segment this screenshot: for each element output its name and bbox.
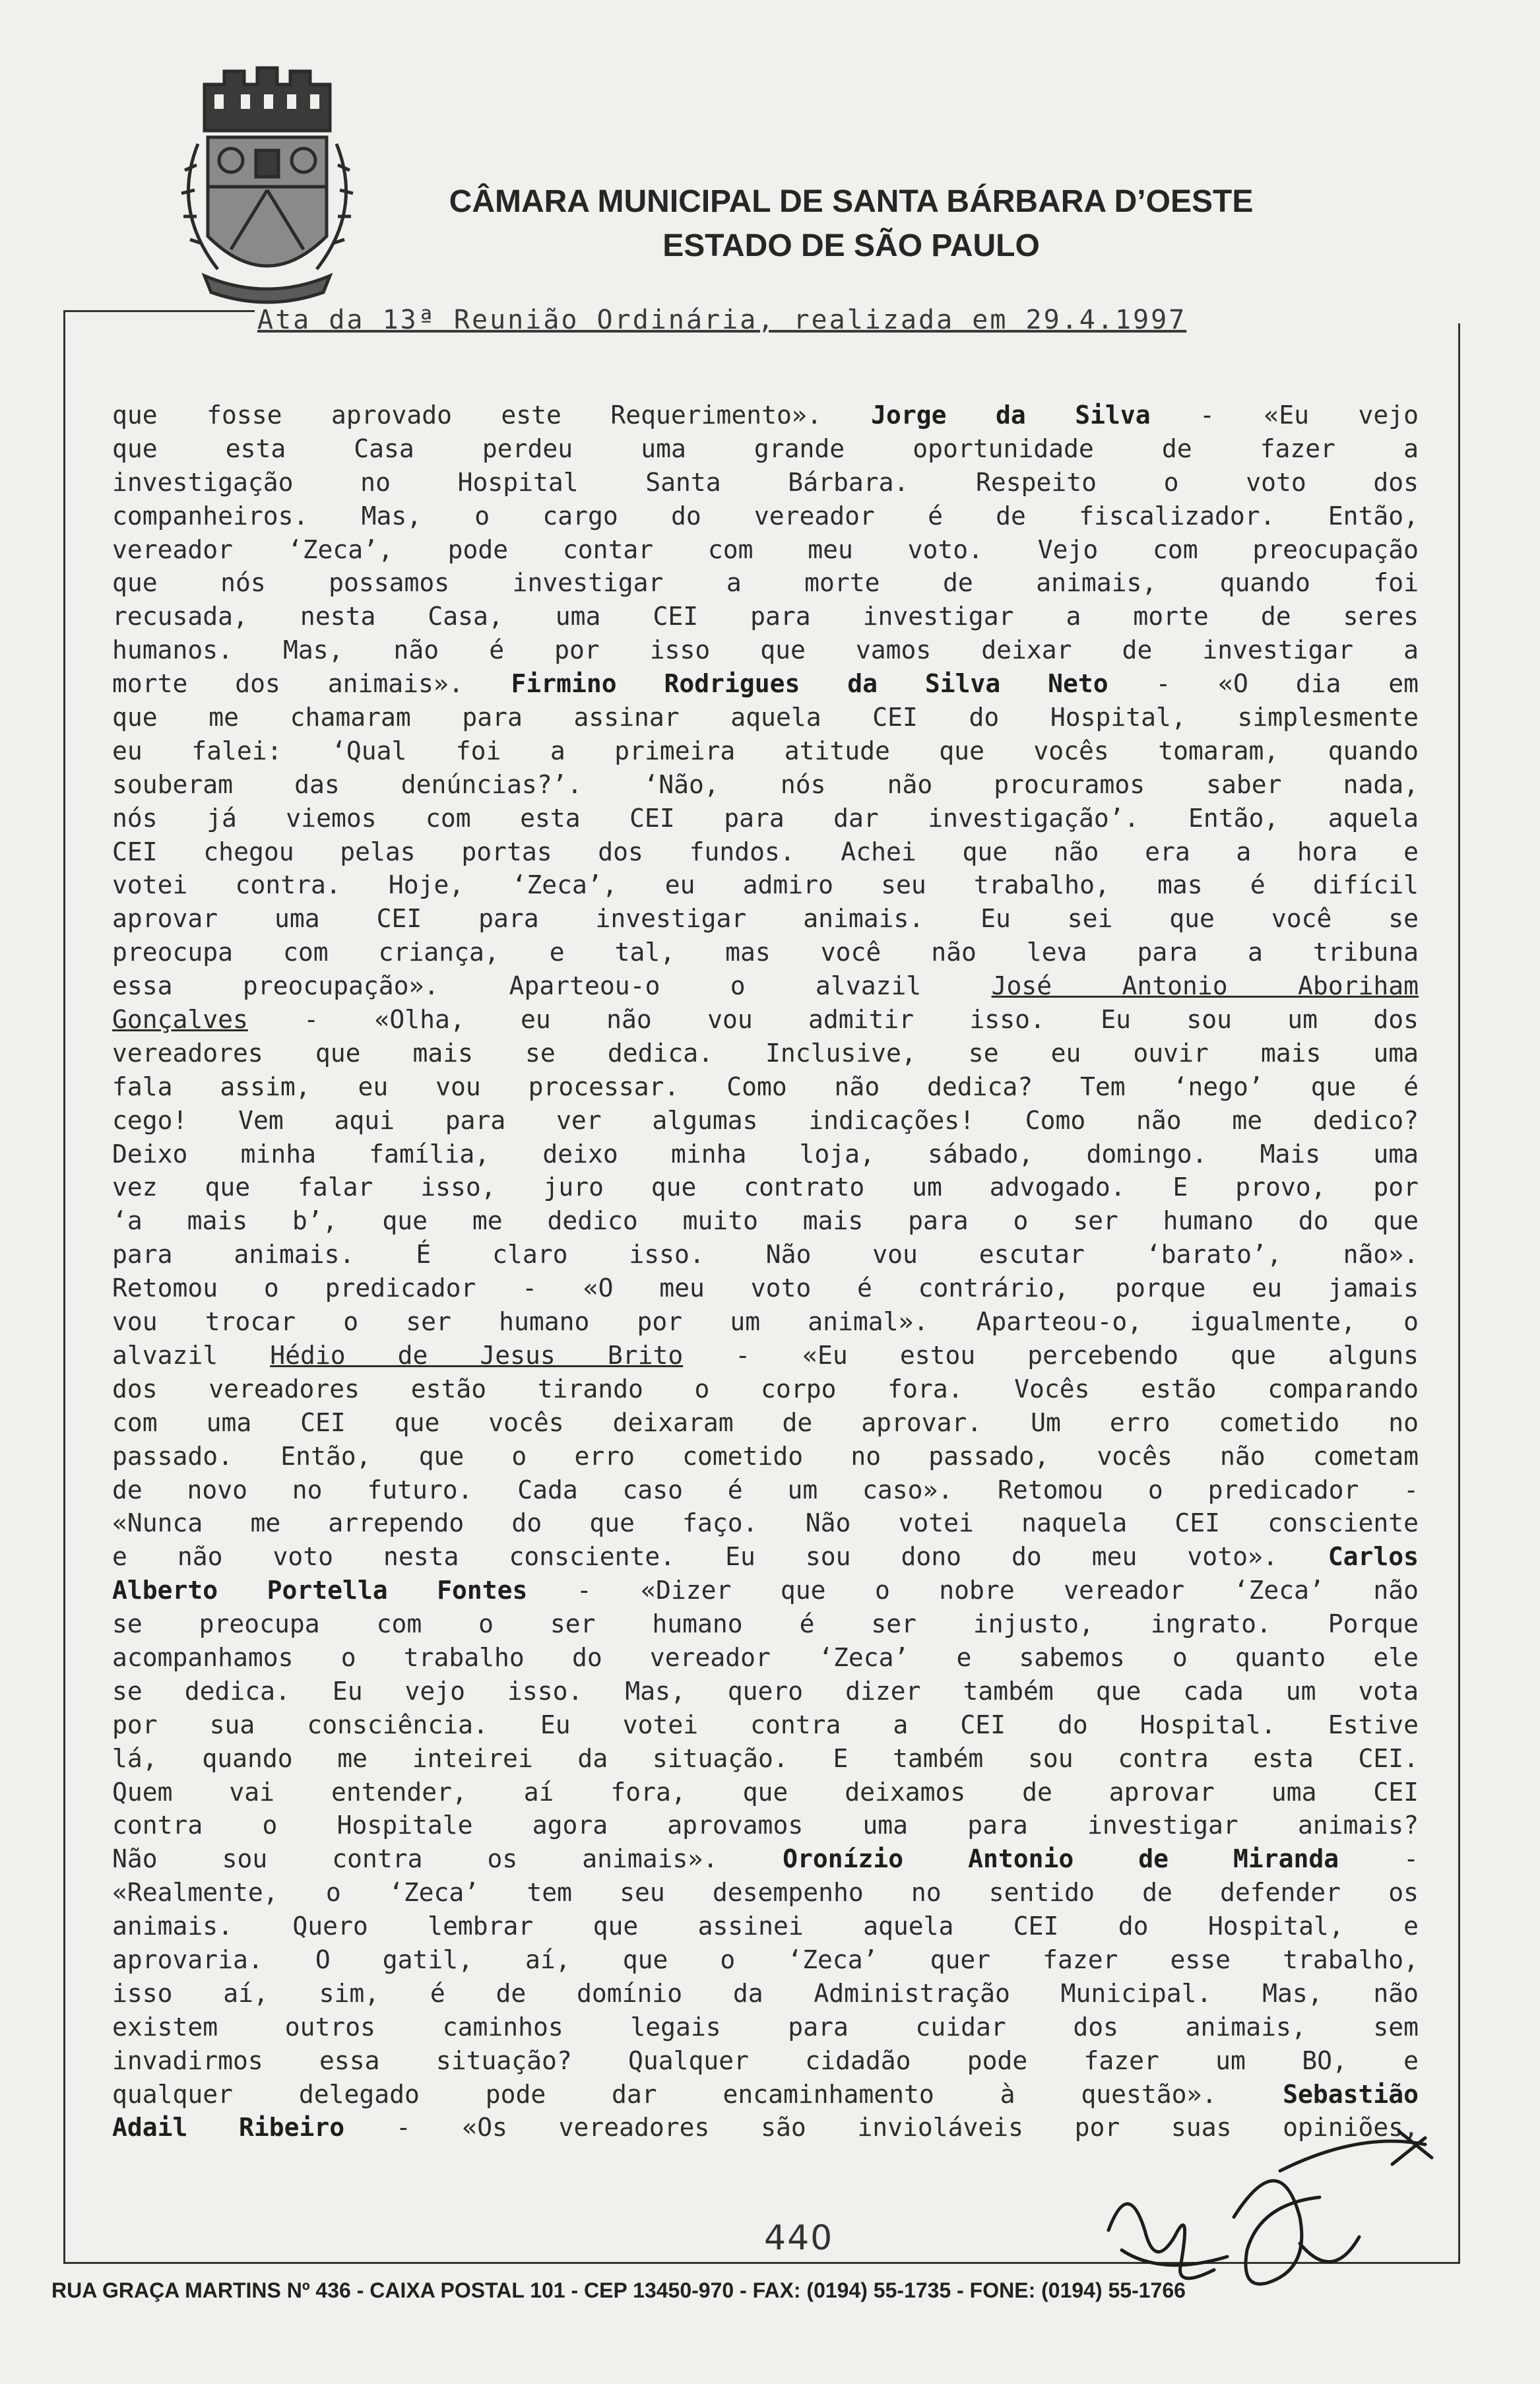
- text-line: passado. Então, que o erro cometido no passado, vocês não cometam: [112, 1441, 1419, 1471]
- text-line: acompanhamos o trabalho do vereador ‘Zeca’ e sabemos o quanto ele: [112, 1642, 1419, 1672]
- text-line: Quem vai entender, aí fora, que deixamos de aprovar uma CEI: [112, 1777, 1419, 1807]
- text-line: fala assim, eu vou processar. Como não dedica? Tem ‘nego’ que é: [112, 1072, 1419, 1101]
- text-line: isso aí, sim, é de domínio da Administração Municipal. Mas, não: [112, 1978, 1419, 2008]
- text-line: de novo no futuro. Cada caso é um caso». Retomou o predicador -: [112, 1475, 1419, 1504]
- text-line: «Nunca me arrependo do que faço. Não votei naquela CEI consciente: [112, 1508, 1419, 1538]
- text-line: eu falei: ‘Qual foi a primeira atitude que vocês tomaram, quando: [112, 736, 1419, 765]
- top-rule: [63, 310, 255, 312]
- text-line: CEI chegou pelas portas dos fundos. Achei que não era a hora e: [112, 837, 1419, 866]
- text-line: nós já viemos com esta CEI para dar investigação’. Então, aquela: [112, 803, 1419, 833]
- right-margin-rule: [1458, 323, 1460, 2263]
- text-line: Alberto Portella Fontes - «Dizer que o nobre vereador ‘Zeca’ não: [112, 1576, 1419, 1605]
- text-line: «Realmente, o ‘Zeca’ tem seu desempenho no sentido de defender os: [112, 1878, 1419, 1908]
- text-line: essa preocupação». Aparteou-o o alvazil José Antonio Aboriham: [112, 971, 1419, 1001]
- text-line: vou trocar o ser humano por um animal». Aparteou-o, igualmente, o: [112, 1307, 1419, 1337]
- text-line: preocupa com criança, e tal, mas você não leva para a tribuna: [112, 938, 1419, 967]
- text-line: Gonçalves - «Olha, eu não vou admitir isso. Eu sou um dos: [112, 1005, 1419, 1035]
- text-line: investigação no Hospital Santa Bárbara. Respeito o voto dos: [112, 467, 1419, 497]
- text-line: existem outros caminhos legais para cuidar dos animais, sem: [112, 2012, 1419, 2042]
- text-line: aprovaria. O gatil, aí, que o ‘Zeca’ quer fazer esse trabalho,: [112, 1945, 1419, 1974]
- text-line: humanos. Mas, não é por isso que vamos deixar de investigar a: [112, 635, 1419, 665]
- text-line: dos vereadores estão tirando o corpo fora. Vocês estão comparando: [112, 1374, 1419, 1403]
- text-line: vez que falar isso, juro que contrato um advogado. E provo, por: [112, 1173, 1419, 1202]
- text-line: souberam das denúncias?’. ‘Não, nós não procuramos saber nada,: [112, 769, 1419, 799]
- text-line: alvazil Hédio de Jesus Brito - «Eu estou percebendo que alguns: [112, 1340, 1419, 1370]
- municipal-coat-of-arms: [158, 58, 376, 309]
- institution-name: CÂMARA MUNICIPAL DE SANTA BÁRBARA D’OESTE: [449, 184, 1254, 219]
- left-margin-rule: [63, 310, 65, 2263]
- text-line: se dedica. Eu vejo isso. Mas, quero dizer também que cada um vota: [112, 1676, 1419, 1706]
- text-line: que me chamaram para assinar aquela CEI do Hospital, simplesmente: [112, 703, 1419, 732]
- text-line: e não voto nesta consciente. Eu sou dono do meu voto». Carlos: [112, 1542, 1419, 1572]
- text-line: votei contra. Hoje, ‘Zeca’, eu admiro seu trabalho, mas é difícil: [112, 870, 1419, 900]
- text-line: vereadores que mais se dedica. Inclusive, se eu ouvir mais uma: [112, 1038, 1419, 1068]
- text-line: com uma CEI que vocês deixaram de aprovar. Um erro cometido no: [112, 1407, 1419, 1437]
- minutes-title: Ata da 13ª Reunião Ordinária, realizada em 29.4.1997: [257, 305, 1187, 335]
- text-line: que nós possamos investigar a morte de animais, quando foi: [112, 568, 1419, 598]
- text-line: por sua consciência. Eu votei contra a CEI do Hospital. Estive: [112, 1710, 1419, 1739]
- text-line: aprovar uma CEI para investigar animais. Eu sei que você se: [112, 904, 1419, 934]
- text-line: ‘a mais b’, que me dedico muito mais para o ser humano do que: [112, 1206, 1419, 1236]
- text-line: se preocupa com o ser humano é ser injusto, ingrato. Porque: [112, 1609, 1419, 1639]
- text-line: Adail Ribeiro - «Os vereadores são invioláveis por suas opiniões,: [112, 2113, 1419, 2142]
- text-line: invadirmos essa situação? Qualquer cidadão pode fazer um BO, e: [112, 2046, 1419, 2075]
- text-line: para animais. É claro isso. Não vou escutar ‘barato’, não».: [112, 1240, 1419, 1270]
- text-line: lá, quando me inteirei da situação. E também sou contra esta CEI.: [112, 1743, 1419, 1773]
- text-line: vereador ‘Zeca’, pode contar com meu voto. Vejo com preocupação: [112, 534, 1419, 564]
- footer-address: RUA GRAÇA MARTINS Nº 436 - CAIXA POSTAL 101 - CEP 13450-970 - FAX: (0194) 55-1735 - FONE: (0194) 55-1766: [51, 2278, 1186, 2302]
- text-line: Retomou o predicador - «O meu voto é contrário, porque eu jamais: [112, 1273, 1419, 1303]
- text-line: companheiros. Mas, o cargo do vereador é de fiscalizador. Então,: [112, 501, 1419, 531]
- text-line: Deixo minha família, deixo minha loja, sábado, domingo. Mais uma: [112, 1139, 1419, 1169]
- text-line: animais. Quero lembrar que assinei aquela CEI do Hospital, e: [112, 1912, 1419, 1941]
- text-line: que esta Casa perdeu uma grande oportunidade de fazer a: [112, 434, 1419, 463]
- text-line: Não sou contra os animais». Oronízio Antonio de Miranda -: [112, 1844, 1419, 1874]
- text-line: contra o Hospitale agora aprovamos uma para investigar animais?: [112, 1811, 1419, 1840]
- page-number: 440: [764, 2218, 834, 2258]
- state-name: ESTADO DE SÃO PAULO: [662, 228, 1040, 263]
- text-line: que fosse aprovado este Requerimento». Jorge da Silva - «Eu vejo: [112, 401, 1419, 430]
- minutes-body: [112, 399, 1419, 2144]
- text-line: morte dos animais». Firmino Rodrigues da Silva Neto - «O dia em: [112, 669, 1419, 699]
- text-line: cego! Vem aqui para ver algumas indicações! Como não me dedico?: [112, 1105, 1419, 1135]
- text-line: qualquer delegado pode dar encaminhamento à questão». Sebastião: [112, 2079, 1419, 2109]
- text-line: recusada, nesta Casa, uma CEI para investigar a morte de seres: [112, 602, 1419, 631]
